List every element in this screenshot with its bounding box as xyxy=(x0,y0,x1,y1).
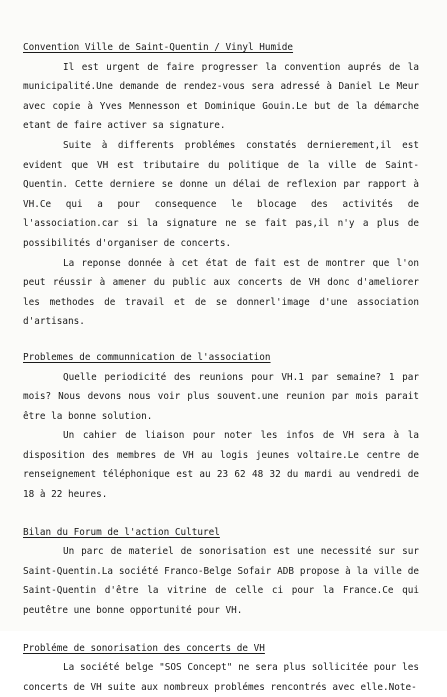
paragraph: Un cahier de liaison pour noter les infos de VH sera à la disposition des membres de VH au logis jeunes voltaire.Le centre de renseignement téléphonique est au 23 62 48 32 du mardi au vendredi de 18 à 22 heures. xyxy=(23,430,419,501)
document-body xyxy=(23,38,419,697)
section-heading-sonorisation: Probléme de sonorisation des concerts de VH xyxy=(23,642,265,654)
section-heading-communication: Problemes de communnication de l'association xyxy=(23,351,271,363)
section-heading-convention: Convention Ville de Saint-Quentin / Vinyl Humide xyxy=(23,42,294,53)
paragraph: La société belge "SOS Concept" ne sera plus sollicitée pour les concerts de VH suite aux nombreux problémes rencontrés avec elle.Note- xyxy=(23,662,419,693)
paragraph: Suite à differents problémes constatés dernierement,il est evident que VH est tributaire du politique de la ville de Saint-Quentin. Cette derniere se donne un délai de reflexion par rapport à VH.Ce qui a pour consequence le blocage des activités de l'association.car si la signature ne se fait pas,il n'y a plus de possibilités d'organiser de concerts. xyxy=(23,139,419,249)
section-heading-forum: Bilan du Forum de l'action Culturel xyxy=(23,526,220,538)
paragraph: Il est urgent de faire progresser la convention auprés de la municipalité.Une demande de rendez-vous sera adressé à Daniel Le Meur avec copie à Yves Mennesson et Dominique Gouin.Le but de la démarche etant de faire activer sa signature. xyxy=(23,61,419,132)
paragraph: La reponse donnée à cet état de fait est de montrer que l'on peut réussir à amener du public aux concerts de VH donc d'ameliorer les methodes de travail et de se donnerl'image d'une association d'artisans. xyxy=(23,257,419,328)
paragraph: Quelle periodicité des reunions pour VH.1 par semaine? 1 par mois? Nous devons nous voir plus souvent.une reunion par mois parait être la bonne solution. xyxy=(23,371,419,422)
paragraph: Un parc de materiel de sonorisation est une necessité sur sur Saint-Quentin.La société Franco-Belge Sofair ADB propose à la ville de Saint-Quentin d'être la vitrine de celle ci pour la France.Ce qui peutêtre une bonne opportunité pour VH. xyxy=(23,546,419,617)
